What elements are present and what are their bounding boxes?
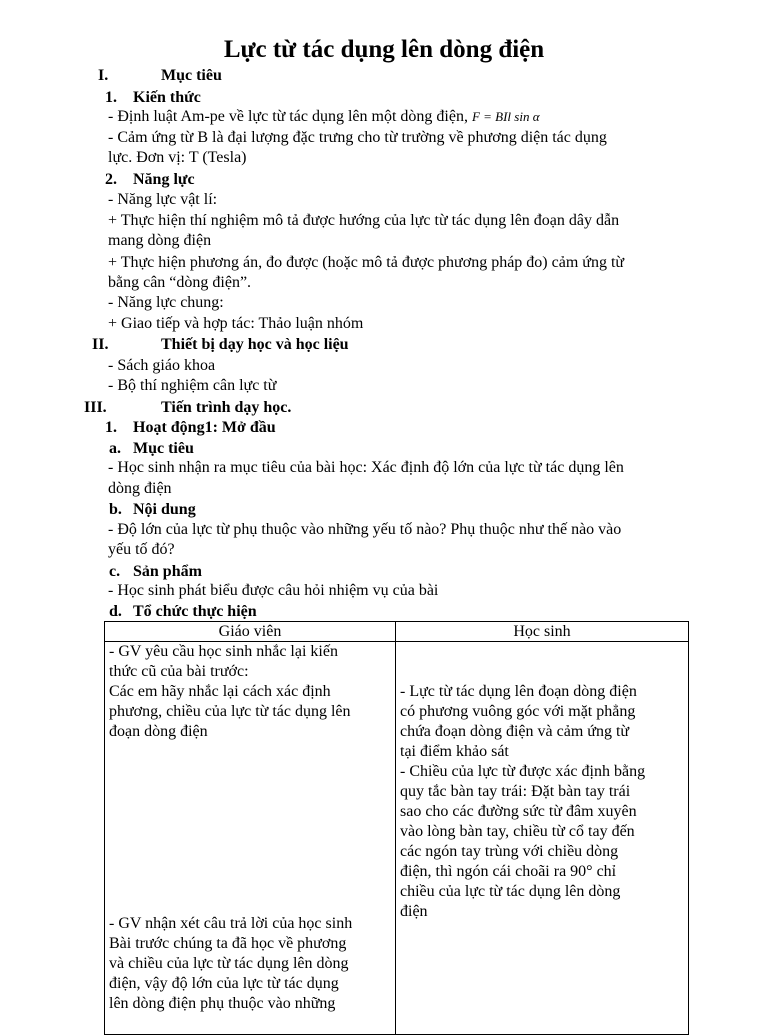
activity-1-number: 1. <box>105 419 117 436</box>
document-title: Lực từ tác dụng lên dòng điện <box>223 36 545 63</box>
teacher-paragraph-3: - GV nhận xét câu trả lời của học sinh Bài trước chúng ta đã học về phương và chiều của lực từ tác dụng lên dòng điện, vậy độ lớn của lực từ tác dụng lên dòng điện phụ thuộc vào những <box>109 915 353 1012</box>
teacher-cell <box>105 642 396 1035</box>
table-row <box>105 642 689 1035</box>
teacher-spacer <box>109 742 391 914</box>
student-paragraph-1: - Lực từ tác dụng lên đoạn dòng điện có phương vuông góc với mặt phẳng chứa đoạn dòng điện và cảm ứng từ tại điểm khảo sát <box>400 683 637 760</box>
activity-table <box>104 621 689 1035</box>
ampere-formula: F = BIl sin α <box>471 109 540 124</box>
item-b-heading: Nội dung <box>133 501 196 518</box>
competence-line-2: + Thực hiện thí nghiệm mô tả được hướng của lực từ tác dụng lên đoạn dây dẫn <box>108 212 620 229</box>
section-3-heading: Tiến trình dạy học. <box>161 399 292 416</box>
item-c-heading: Sản phẩm <box>133 563 202 580</box>
student-spacer <box>400 642 684 682</box>
subsection-knowledge-number: 1. <box>105 89 117 106</box>
competence-line-5: bằng cân “dòng điện”. <box>108 274 252 291</box>
student-cell <box>396 642 689 1035</box>
subsection-knowledge-heading: Kiến thức <box>133 89 201 106</box>
content-line-1: - Độ lớn của lực từ phụ thuộc vào những yếu tố nào? Phụ thuộc như thế nào vào <box>108 521 622 538</box>
student-paragraph-2: - Chiều của lực từ được xác định bằng quy tắc bàn tay trái: Đặt bàn tay trái sao cho các đường sức từ đâm xuyên vào lòng bàn tay, chiều từ cổ tay đến các ngón tay trùng với chiều dòng điện, thì ngón cái choãi ra 90° chỉ chiều của lực từ tác dụng lên dòng điện <box>400 763 646 920</box>
equipment-line-2: - Bộ thí nghiệm cân lực từ <box>108 377 277 394</box>
objective-line-2: dòng điện <box>108 480 172 497</box>
section-2-number: II. <box>92 336 109 353</box>
knowledge-line-1 <box>108 107 540 127</box>
section-1-heading: Mục tiêu <box>161 67 222 84</box>
item-a-heading: Mục tiêu <box>133 440 194 457</box>
table-header-row <box>105 622 689 642</box>
competence-line-1: - Năng lực vật lí: <box>108 191 218 208</box>
section-2-heading: Thiết bị dạy học và học liệu <box>161 336 349 353</box>
item-d-heading: Tổ chức thực hiện <box>133 603 257 620</box>
item-b-label: b. <box>109 501 122 518</box>
competence-line-6: - Năng lực chung: <box>108 294 224 311</box>
equipment-line-1: - Sách giáo khoa <box>108 357 216 374</box>
header-student: Học sinh <box>396 622 689 642</box>
item-c-label: c. <box>109 563 121 580</box>
competence-line-3: mang dòng điện <box>108 232 212 249</box>
competence-line-4: + Thực hiện phương án, đo được (hoặc mô tả được phương pháp đo) cảm ứng từ <box>108 254 625 271</box>
objective-line-1: - Học sinh nhận ra mục tiêu của bài học: Xác định độ lớn của lực từ tác dụng lên <box>108 459 624 476</box>
competence-line-7: + Giao tiếp và hợp tác: Thảo luận nhóm <box>108 315 364 332</box>
item-d-label: d. <box>109 603 122 620</box>
knowledge-line-3: lực. Đơn vị: T (Tesla) <box>108 149 247 166</box>
product-line-1: - Học sinh phát biểu được câu hỏi nhiệm vụ của bài <box>108 582 439 599</box>
header-teacher: Giáo viên <box>105 622 396 642</box>
knowledge-line-2: - Cảm ứng từ B là đại lượng đặc trưng cho từ trường về phương diện tác dụng <box>108 129 607 146</box>
teacher-paragraph-2: Các em hãy nhắc lại cách xác định phương, chiều của lực từ tác dụng lên đoạn dòng điện <box>109 683 351 740</box>
subsection-competence-heading: Năng lực <box>133 171 195 188</box>
section-3-number: III. <box>84 399 107 416</box>
knowledge-text-1: - Định luật Am-pe về lực từ tác dụng lên một dòng điện, <box>108 108 468 125</box>
teacher-paragraph-1: - GV yêu cầu học sinh nhắc lại kiến thức cũ của bài trước: <box>109 643 338 680</box>
subsection-competence-number: 2. <box>105 171 117 188</box>
activity-1-heading: Hoạt động1: Mở đầu <box>133 419 276 436</box>
section-1-number: I. <box>98 67 109 84</box>
teacher-cell-content <box>109 642 391 1034</box>
item-a-label: a. <box>109 440 121 457</box>
content-line-2: yếu tố đó? <box>108 541 175 558</box>
